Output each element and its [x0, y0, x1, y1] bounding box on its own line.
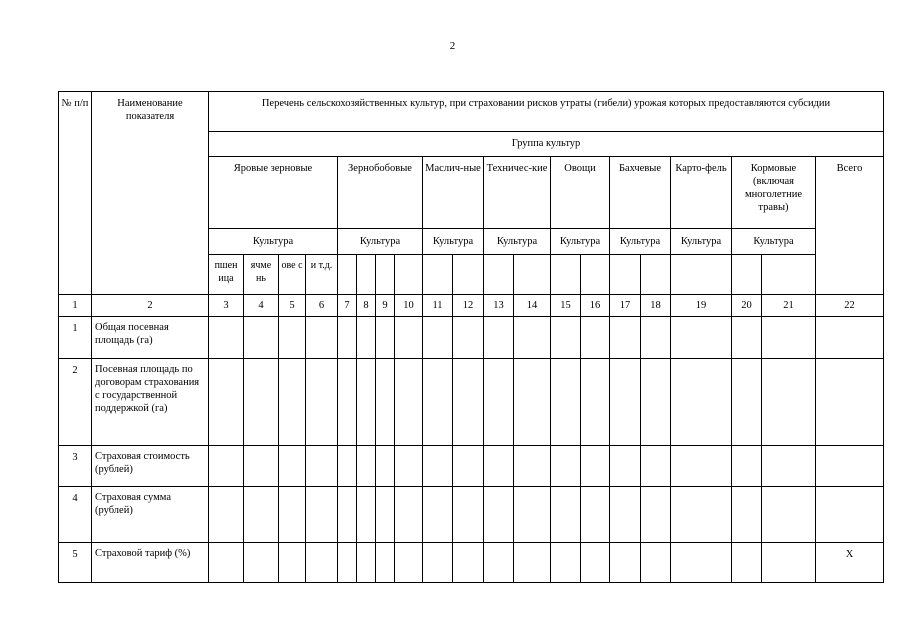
value-cell: [357, 317, 376, 359]
value-cell: [338, 446, 357, 487]
column-number: 1: [59, 295, 92, 317]
empty-cell: [453, 255, 484, 295]
value-cell: [514, 359, 551, 446]
value-cell: [671, 317, 732, 359]
crop-label: Культура: [484, 229, 551, 255]
value-cell: [610, 543, 641, 583]
crop-label: Культура: [732, 229, 816, 255]
empty-cell: [357, 255, 376, 295]
total-cell: Х: [816, 543, 884, 583]
value-cell: [395, 543, 423, 583]
empty-cell: [671, 255, 732, 295]
value-cell: [762, 359, 816, 446]
row-label: Посевная площадь по договорам страхования с государственной поддержкой (га): [92, 359, 209, 446]
value-cell: [357, 446, 376, 487]
value-cell: [581, 543, 610, 583]
value-cell: [551, 446, 581, 487]
row-number: 5: [59, 543, 92, 583]
empty-cell: [610, 255, 641, 295]
value-cell: [641, 487, 671, 543]
subcrop-etc: и т.д.: [306, 255, 338, 295]
row-label: Страховой тариф (%): [92, 543, 209, 583]
value-cell: [423, 446, 453, 487]
value-cell: [338, 487, 357, 543]
column-number: 21: [762, 295, 816, 317]
header-no: № п/п: [59, 92, 92, 295]
column-number: 11: [423, 295, 453, 317]
crop-list-title: Перечень сельскохозяйственных культур, при страховании рисков утраты (гибели) урожая которых предоставляются субсидии: [209, 92, 884, 132]
value-cell: [244, 543, 279, 583]
column-number: 12: [453, 295, 484, 317]
value-cell: [610, 359, 641, 446]
value-cell: [641, 317, 671, 359]
subcrop-barley: ячме нь: [244, 255, 279, 295]
value-cell: [423, 543, 453, 583]
group-potato: Карто-фель: [671, 157, 732, 229]
value-cell: [395, 446, 423, 487]
value-cell: [484, 317, 514, 359]
table-row: [59, 317, 884, 359]
column-number: 5: [279, 295, 306, 317]
empty-cell: [484, 255, 514, 295]
empty-cell: [641, 255, 671, 295]
table-row: [59, 487, 884, 543]
value-cell: [732, 317, 762, 359]
value-cell: [376, 543, 395, 583]
subcrop-oats: ове с: [279, 255, 306, 295]
value-cell: [671, 487, 732, 543]
table-row: [59, 543, 884, 583]
value-cell: [551, 359, 581, 446]
crop-label: Культура: [338, 229, 423, 255]
value-cell: [732, 446, 762, 487]
column-number: 6: [306, 295, 338, 317]
value-cell: [641, 359, 671, 446]
value-cell: [376, 359, 395, 446]
value-cell: [338, 359, 357, 446]
column-number: 10: [395, 295, 423, 317]
column-number: 4: [244, 295, 279, 317]
value-cell: [762, 543, 816, 583]
value-cell: [581, 487, 610, 543]
value-cell: [279, 317, 306, 359]
value-cell: [279, 446, 306, 487]
column-number: 2: [92, 295, 209, 317]
row-number: 3: [59, 446, 92, 487]
column-number: 17: [610, 295, 641, 317]
row-number: 2: [59, 359, 92, 446]
value-cell: [357, 359, 376, 446]
header-total: Всего: [816, 157, 884, 295]
row-label: Страховая сумма (рублей): [92, 487, 209, 543]
value-cell: [376, 317, 395, 359]
value-cell: [453, 543, 484, 583]
value-cell: [244, 487, 279, 543]
empty-cell: [732, 255, 762, 295]
column-number: 9: [376, 295, 395, 317]
value-cell: [551, 317, 581, 359]
page-number: 2: [449, 40, 456, 52]
header-name: Наименование показателя: [92, 92, 209, 295]
value-cell: [395, 359, 423, 446]
value-cell: [306, 359, 338, 446]
value-cell: [551, 543, 581, 583]
value-cell: [581, 446, 610, 487]
value-cell: [209, 317, 244, 359]
value-cell: [244, 317, 279, 359]
value-cell: [484, 543, 514, 583]
column-number: 16: [581, 295, 610, 317]
value-cell: [610, 317, 641, 359]
value-cell: [453, 487, 484, 543]
value-cell: [209, 446, 244, 487]
crop-label: Культура: [209, 229, 338, 255]
value-cell: [338, 543, 357, 583]
value-cell: [279, 359, 306, 446]
value-cell: [423, 487, 453, 543]
column-number: 13: [484, 295, 514, 317]
empty-cell: [581, 255, 610, 295]
value-cell: [453, 446, 484, 487]
subsidy-crops-table: [58, 91, 884, 583]
value-cell: [641, 446, 671, 487]
empty-cell: [423, 255, 453, 295]
value-cell: [209, 543, 244, 583]
column-number: 18: [641, 295, 671, 317]
value-cell: [306, 543, 338, 583]
value-cell: [610, 487, 641, 543]
value-cell: [762, 446, 816, 487]
value-cell: [279, 543, 306, 583]
empty-cell: [395, 255, 423, 295]
total-cell: [816, 317, 884, 359]
group-vegetables: Овощи: [551, 157, 610, 229]
value-cell: [732, 543, 762, 583]
value-cell: [514, 543, 551, 583]
group-oilseeds: Маслич-ные: [423, 157, 484, 229]
value-cell: [244, 446, 279, 487]
total-cell: [816, 446, 884, 487]
crop-label: Культура: [423, 229, 484, 255]
value-cell: [484, 359, 514, 446]
value-cell: [610, 446, 641, 487]
value-cell: [484, 487, 514, 543]
value-cell: [209, 487, 244, 543]
value-cell: [376, 446, 395, 487]
value-cell: [395, 317, 423, 359]
row-number: 1: [59, 317, 92, 359]
value-cell: [762, 487, 816, 543]
value-cell: [551, 487, 581, 543]
value-cell: [338, 317, 357, 359]
value-cell: [395, 487, 423, 543]
crop-label: Культура: [610, 229, 671, 255]
value-cell: [762, 317, 816, 359]
total-cell: [816, 359, 884, 446]
table-row: [59, 359, 884, 446]
group-technical: Техничес-кие: [484, 157, 551, 229]
group-fodder: Кормовые (включая многолетние травы): [732, 157, 816, 229]
empty-cell: [338, 255, 357, 295]
value-cell: [484, 446, 514, 487]
value-cell: [732, 359, 762, 446]
value-cell: [514, 317, 551, 359]
value-cell: [671, 359, 732, 446]
crop-label: Культура: [671, 229, 732, 255]
subcrop-wheat: пшен ица: [209, 255, 244, 295]
value-cell: [279, 487, 306, 543]
column-number: 20: [732, 295, 762, 317]
value-cell: [453, 359, 484, 446]
row-label: Страховая стоимость (рублей): [92, 446, 209, 487]
value-cell: [581, 317, 610, 359]
column-number: 19: [671, 295, 732, 317]
value-cell: [244, 359, 279, 446]
value-cell: [453, 317, 484, 359]
column-number: 8: [357, 295, 376, 317]
value-cell: [357, 487, 376, 543]
empty-cell: [514, 255, 551, 295]
crop-group-title: Группа культур: [209, 132, 884, 157]
value-cell: [671, 543, 732, 583]
empty-cell: [376, 255, 395, 295]
value-cell: [671, 446, 732, 487]
row-number: 4: [59, 487, 92, 543]
value-cell: [357, 543, 376, 583]
value-cell: [423, 359, 453, 446]
value-cell: [423, 317, 453, 359]
column-number: 3: [209, 295, 244, 317]
value-cell: [306, 487, 338, 543]
row-label: Общая посевная площадь (га): [92, 317, 209, 359]
column-number: 7: [338, 295, 357, 317]
empty-cell: [551, 255, 581, 295]
crop-label: Культура: [551, 229, 610, 255]
empty-cell: [762, 255, 816, 295]
value-cell: [306, 317, 338, 359]
value-cell: [732, 487, 762, 543]
group-legumes: Зернобобовые: [338, 157, 423, 229]
value-cell: [376, 487, 395, 543]
group-melons: Бахчевые: [610, 157, 671, 229]
value-cell: [209, 359, 244, 446]
group-spring-grain: Яровые зерновые: [209, 157, 338, 229]
value-cell: [514, 487, 551, 543]
value-cell: [581, 359, 610, 446]
column-number: 15: [551, 295, 581, 317]
table-row: [59, 446, 884, 487]
value-cell: [641, 543, 671, 583]
value-cell: [306, 446, 338, 487]
total-cell: [816, 487, 884, 543]
value-cell: [514, 446, 551, 487]
column-number: 14: [514, 295, 551, 317]
column-number: 22: [816, 295, 884, 317]
